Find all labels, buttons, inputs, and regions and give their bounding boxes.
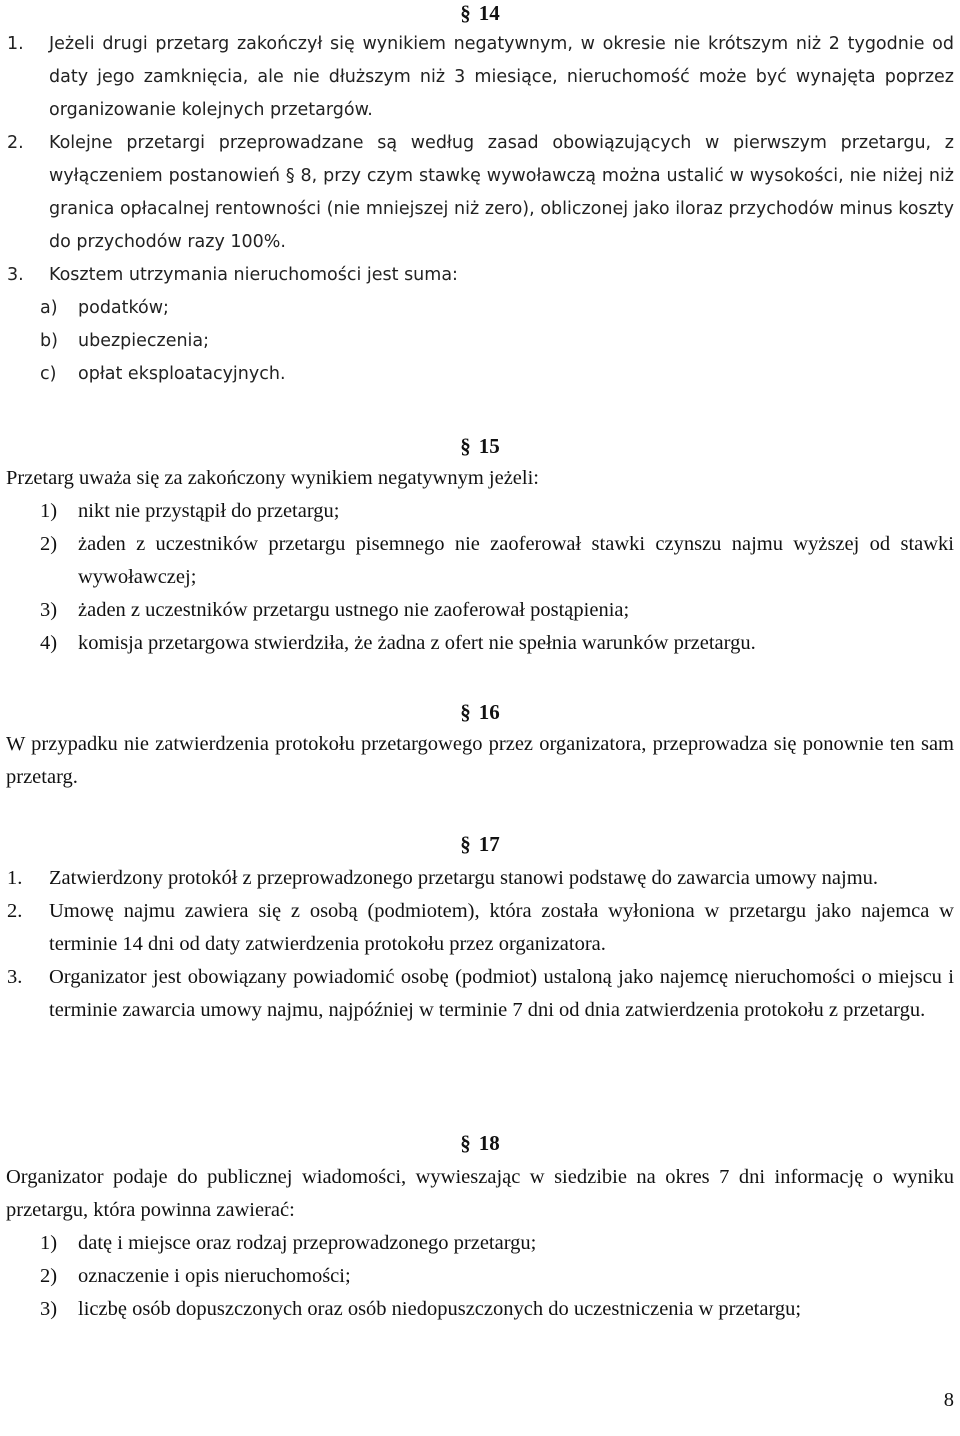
item-text: nikt nie przystąpił do przetargu;: [78, 500, 340, 522]
item-number: 3): [40, 599, 58, 621]
section-16-number: 16: [478, 700, 500, 724]
item-number: 2): [40, 1265, 58, 1287]
section-14-heading: [0, 0, 960, 28]
section-18-item-1: [0, 1227, 960, 1260]
item-text: żaden z uczestników przetargu ustnego nie zaoferował postąpienia;: [78, 599, 630, 621]
section-15-number: 15: [478, 434, 500, 458]
item-text: liczbę osób dopuszczonych oraz osób niedopuszczonych do uczestniczenia w przetargu;: [78, 1298, 802, 1320]
section-16-text: W przypadku nie zatwierdzenia protokołu przetargowego przez organizatora, przeprowadza się ponownie ten sam przetarg.: [6, 733, 954, 788]
item-number: 3.: [7, 966, 23, 988]
section-15-intro: Przetarg uważa się za zakończony wynikiem negatywnym jeżeli:: [6, 467, 539, 489]
section-14-number: 14: [478, 1, 500, 25]
section-14-item-3: [0, 259, 960, 292]
section-17-number: 17: [478, 832, 500, 856]
item-text: żaden z uczestników przetargu pisemnego nie zaoferował stawki czynszu najmu wyższej od stawki wywoławczej;: [78, 533, 954, 588]
section-14-subitem-c: [0, 358, 960, 391]
item-text: Jeżeli drugi przetarg zakończył się wynikiem negatywnym, w okresie nie krótszym niż 2 tygodnie od daty jego zamknięcia, ale nie dłuższym niż 3 miesiące, nieruchomość może być wynajęta poprzez organizowanie kolejnych przetargów.: [49, 34, 954, 120]
item-number: 2): [40, 533, 58, 555]
item-number: 2.: [7, 133, 24, 153]
section-18-item-3: [0, 1293, 960, 1326]
subitem-letter: c): [40, 364, 57, 384]
section-15-item-4: [0, 627, 960, 660]
item-number: 3): [40, 1298, 58, 1320]
item-text: oznaczenie i opis nieruchomości;: [78, 1265, 351, 1287]
item-number: 1): [40, 1232, 58, 1254]
section-18-item-2: [0, 1260, 960, 1293]
section-17-item-3: [0, 961, 960, 1027]
section-15-heading: [0, 431, 960, 461]
section-14-item-1: [0, 28, 960, 127]
item-text: Kosztem utrzymania nieruchomości jest suma:: [49, 265, 458, 285]
item-text: Zatwierdzony protokół z przeprowadzonego przetargu stanowi podstawę do zawarcia umowy najmu.: [49, 867, 879, 889]
subitem-letter: b): [40, 331, 58, 351]
section-16-heading: [0, 697, 960, 727]
section-sign: §: [460, 434, 471, 458]
section-14-item-2: [0, 127, 960, 259]
section-15-item-1: [0, 495, 960, 528]
section-18-heading: [0, 1128, 960, 1158]
page-number: 8: [943, 1389, 954, 1411]
section-14-body: [0, 28, 960, 391]
section-17-item-2: [0, 895, 960, 961]
item-text: Umowę najmu zawiera się z osobą (podmiotem), która została wyłoniona w przetargu jako najemca w terminie 14 dni od daty zatwierdzenia protokołu przez organizatora.: [49, 900, 954, 955]
section-18-intro: Organizator podaje do publicznej wiadomości, wywieszając w siedzibie na okres 7 dni informację o wyniku przetargu, która powinna zawierać:: [6, 1166, 954, 1221]
item-number: 1.: [7, 34, 24, 54]
item-number: 3.: [7, 265, 24, 285]
section-sign: §: [460, 1131, 471, 1155]
section-15-item-2: [0, 528, 960, 594]
item-text: komisja przetargowa stwierdziła, że żadna z ofert nie spełnia warunków przetargu.: [78, 632, 756, 654]
section-sign: §: [460, 832, 471, 856]
section-17-item-1: [0, 862, 960, 895]
item-number: 4): [40, 632, 58, 654]
item-number: 1.: [7, 867, 23, 889]
item-text: datę i miejsce oraz rodzaj przeprowadzonego przetargu;: [78, 1232, 537, 1254]
item-text: Kolejne przetargi przeprowadzane są według zasad obowiązujących w pierwszym przetargu, z wyłączeniem postanowień § 8, przy czym stawkę wywoławczą można ustalić w wysokości, nie niżej niż granica opłacalnej rentowności (nie mniejszej niż zero), obliczonej jako iloraz przychodów minus koszty do przychodów razy 100%.: [49, 133, 954, 252]
item-text: Organizator jest obowiązany powiadomić osobę (podmiot) ustaloną jako najemcę nieruchomości o miejscu i terminie zawarcia umowy najmu, najpóźniej w terminie 7 dni od dnia zatwierdzenia protokołu z przetargu.: [49, 966, 954, 1021]
subitem-text: opłat eksploatacyjnych.: [78, 364, 286, 384]
section-sign: §: [460, 1, 471, 25]
section-18-number: 18: [478, 1131, 500, 1155]
subitem-text: ubezpieczenia;: [78, 331, 210, 351]
section-17-body: [0, 862, 960, 1027]
section-14-subitem-b: [0, 325, 960, 358]
section-16-body: [0, 728, 960, 794]
section-sign: §: [460, 700, 471, 724]
section-15-body: [0, 462, 960, 660]
section-17-heading: [0, 829, 960, 859]
item-number: 1): [40, 500, 58, 522]
subitem-text: podatków;: [78, 298, 169, 318]
section-18-body: [0, 1161, 960, 1326]
section-14-subitem-a: [0, 292, 960, 325]
subitem-letter: a): [40, 298, 58, 318]
section-15-item-3: [0, 594, 960, 627]
item-number: 2.: [7, 900, 23, 922]
